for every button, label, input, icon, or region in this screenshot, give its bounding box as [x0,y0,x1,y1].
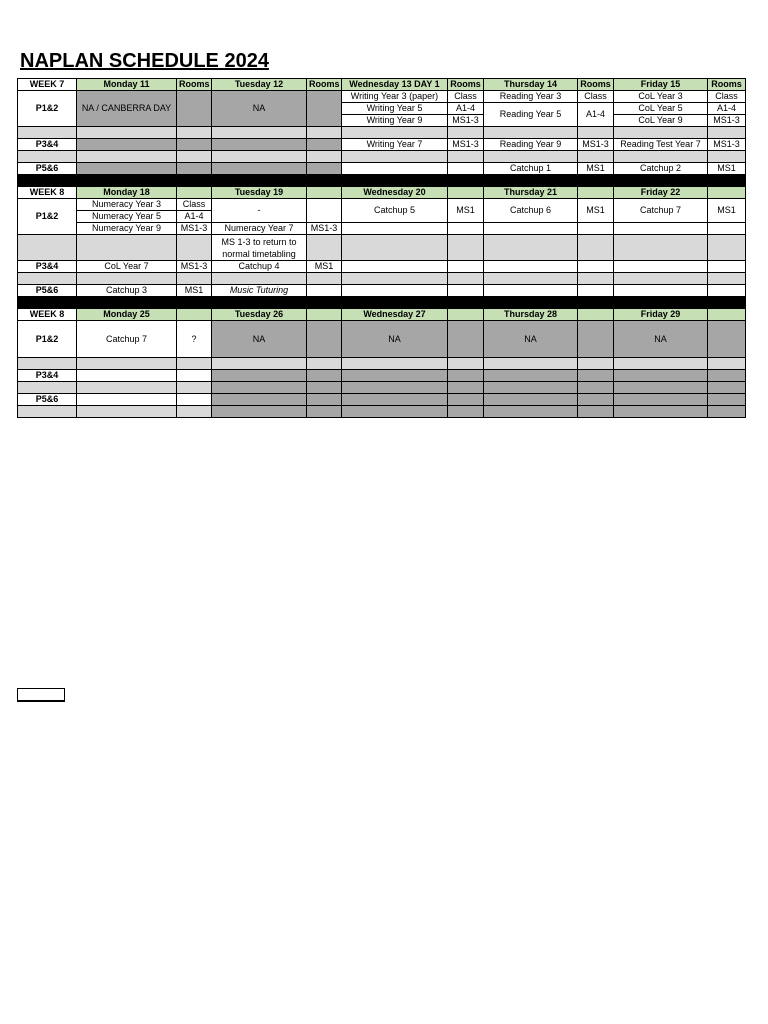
naplan-schedule-table [17,78,746,418]
cell: Writing Year 5 [342,103,448,115]
cell: Writing Year 9 [342,115,448,127]
table-row [18,163,746,175]
table-row [18,223,746,235]
table-row [18,261,746,273]
room-cell: A1-4 [448,103,484,115]
table-row [18,91,746,103]
period-label: P5&6 [18,394,77,406]
cell: CoL Year 5 [614,103,708,115]
cell: Numeracy Year 7 [212,223,307,235]
period-label: P3&4 [18,139,77,151]
cell: Reading Test Year 7 [614,139,708,151]
week-separator [18,297,746,309]
period-label: P5&6 [18,285,77,297]
day-header: Wednesday 27 [342,309,448,321]
cell: NA [342,321,448,358]
cell: NA [212,321,307,358]
cell: - [212,199,307,223]
day-header: Monday 25 [77,309,177,321]
rooms-header: Rooms [448,79,484,91]
table-row [18,394,746,406]
break-row [18,273,746,285]
room-cell: MS1 [578,163,614,175]
day-header: Monday 11 [77,79,177,91]
room-cell [307,91,342,127]
note-cell: MS 1-3 to return to normal timetabling [212,235,307,261]
cell: Catchup 7 [614,199,708,223]
cell: Catchup 7 [77,321,177,358]
room-cell: A1-4 [708,103,746,115]
room-cell: MS1 [708,163,746,175]
cell: Catchup 6 [484,199,578,223]
day-header: Wednesday 13 DAY 1 [342,79,448,91]
day-header: Friday 29 [614,309,708,321]
cell: CoL Year 7 [77,261,177,273]
room-cell: MS1-3 [448,139,484,151]
period-label: P3&4 [18,261,77,273]
table-row [18,321,746,358]
day-header: Tuesday 26 [212,309,307,321]
cell: Writing Year 7 [342,139,448,151]
break-row [18,358,746,370]
page-title: NAPLAN SCHEDULE 2024 [20,50,269,72]
room-cell: MS1-3 [448,115,484,127]
table-row [18,285,746,297]
break-row [18,406,746,418]
week-header-row [18,79,746,91]
room-cell: MS1 [177,285,212,297]
period-label: P1&2 [18,91,77,127]
period-label: P1&2 [18,321,77,358]
cell: Catchup 3 [77,285,177,297]
cell: Catchup 5 [342,199,448,223]
period-label: P5&6 [18,163,77,175]
week-header-row [18,309,746,321]
day-header: Tuesday 12 [212,79,307,91]
day-header: Thursday 21 [484,187,578,199]
room-cell: Class [448,91,484,103]
room-cell: A1-4 [177,211,212,223]
cell: NA / CANBERRA DAY [77,91,177,127]
cell: Reading Year 3 [484,91,578,103]
room-cell: A1-4 [578,103,614,127]
break-row [18,127,746,139]
cell: Music Tuturing [212,285,307,297]
break-row [18,382,746,394]
cell: CoL Year 3 [614,91,708,103]
room-cell [177,91,212,127]
cell: Reading Year 9 [484,139,578,151]
cell: NA [614,321,708,358]
break-row [18,151,746,163]
day-header: Tuesday 19 [212,187,307,199]
week-label: WEEK 7 [18,79,77,91]
cell: Numeracy Year 9 [77,223,177,235]
day-header: Friday 15 [614,79,708,91]
cell: CoL Year 9 [614,115,708,127]
rooms-header: Rooms [177,79,212,91]
room-cell: MS1-3 [177,261,212,273]
room-cell: MS1-3 [708,115,746,127]
room-cell: MS1-3 [307,223,342,235]
room-cell: MS1 [578,199,614,223]
day-header: Wednesday 20 [342,187,448,199]
room-cell: Class [177,199,212,211]
rooms-header: Rooms [708,79,746,91]
cell: Catchup 1 [484,163,578,175]
table-row [18,139,746,151]
rooms-header: Rooms [307,79,342,91]
empty-box [17,688,65,702]
cell: Catchup 4 [212,261,307,273]
rooms-header: Rooms [578,79,614,91]
day-header: Monday 18 [77,187,177,199]
week-header-row [18,187,746,199]
break-row [18,235,746,261]
cell: NA [212,91,307,127]
day-header: Thursday 14 [484,79,578,91]
week-label: WEEK 8 [18,187,77,199]
cell: Catchup 2 [614,163,708,175]
table-row [18,199,746,211]
room-cell: Class [708,91,746,103]
cell: Numeracy Year 3 [77,199,177,211]
cell: Writing Year 3 (paper) [342,91,448,103]
cell: NA [484,321,578,358]
period-label: P3&4 [18,370,77,382]
day-header: Thursday 28 [484,309,578,321]
room-cell: MS1 [307,261,342,273]
room-cell: MS1-3 [177,223,212,235]
room-cell: MS1 [448,199,484,223]
week-separator [18,175,746,187]
room-cell: ? [177,321,212,358]
room-cell: MS1-3 [708,139,746,151]
room-cell: Class [578,91,614,103]
cell: Reading Year 5 [484,103,578,127]
period-label: P1&2 [18,199,77,235]
cell: Numeracy Year 5 [77,211,177,223]
day-header: Friday 22 [614,187,708,199]
week-label: WEEK 8 [18,309,77,321]
table-row [18,370,746,382]
room-cell: MS1 [708,199,746,223]
room-cell: MS1-3 [578,139,614,151]
